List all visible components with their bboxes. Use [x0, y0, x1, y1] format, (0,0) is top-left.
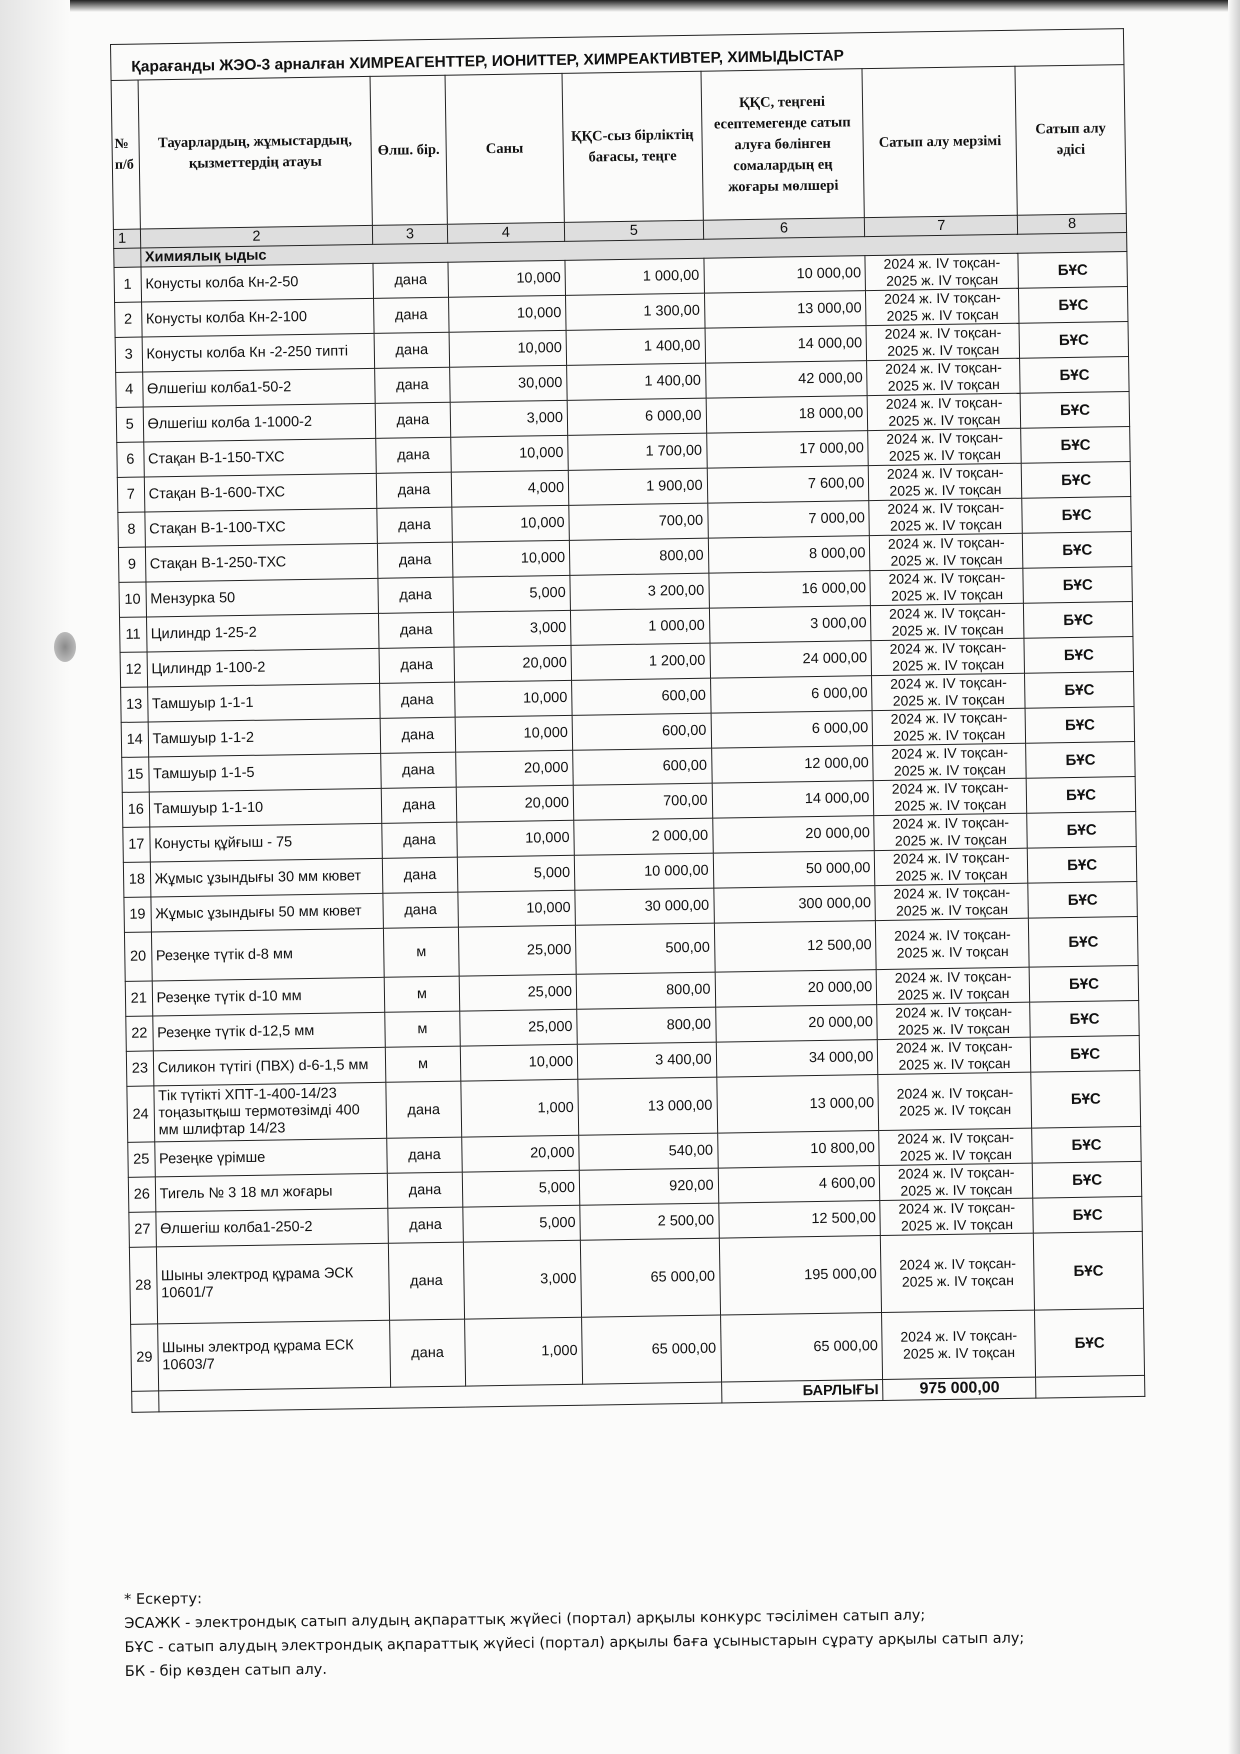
header-total: ҚҚС, теңгені есептемегенде сатып алуға бөлінген сомалардың ең жоғары мөлшері: [701, 69, 865, 221]
item-name: Резеңке түтік d-12,5 мм: [152, 1012, 385, 1051]
item-price: 600,00: [573, 748, 712, 785]
item-period: 2024 ж. IV тоқсан- 2025 ж. IV тоқсан: [877, 967, 1030, 1004]
item-unit: м: [386, 1046, 461, 1082]
item-qty: 1,000: [464, 1317, 583, 1386]
item-price: 65 000,00: [580, 1238, 720, 1317]
item-total: 7 600,00: [707, 466, 869, 504]
item-period: 2024 ж. IV тоқсан- 2025 ж. IV тоқсан: [872, 708, 1025, 745]
item-unit: дана: [378, 542, 453, 578]
item-method: БҰС: [1028, 881, 1137, 918]
item-method: БҰС: [1023, 567, 1132, 604]
column-number: 6: [703, 218, 865, 240]
item-price: 1 000,00: [565, 258, 704, 295]
item-unit: дана: [390, 1319, 465, 1387]
item-name: Жұмыс ұзындығы 30 мм кювет: [150, 858, 383, 897]
notes-heading: * Ескерту:: [124, 1591, 203, 1608]
item-qty: 4,000: [451, 470, 569, 507]
item-method: БҰС: [1033, 1161, 1142, 1198]
item-qty: 25,000: [459, 1009, 577, 1046]
item-unit: дана: [374, 332, 449, 368]
item-total: 7 000,00: [707, 501, 869, 539]
item-qty: 5,000: [457, 855, 575, 892]
item-name: Конусты колба Кн-2-100: [141, 298, 374, 337]
row-number: 3: [115, 337, 142, 372]
item-qty: 5,000: [462, 1205, 580, 1242]
item-period: 2024 ж. IV тоқсан- 2025 ж. IV тоқсан: [866, 323, 1019, 360]
column-number: 8: [1018, 214, 1127, 235]
item-total: 4 600,00: [718, 1166, 880, 1204]
item-price: 3 400,00: [577, 1042, 716, 1079]
item-name: Тамшуыр 1-1-1: [147, 683, 380, 722]
item-name: Өлшегіш колба 1-1000-2: [143, 403, 376, 442]
item-qty: 20,000: [454, 645, 572, 682]
item-unit: м: [385, 976, 460, 1012]
item-method: БҰС: [1027, 811, 1136, 848]
item-qty: 3,000: [453, 610, 571, 647]
item-total: 12 000,00: [711, 746, 873, 784]
item-unit: дана: [374, 297, 449, 333]
item-price: 540,00: [579, 1133, 718, 1170]
scan-left-edge: [0, 0, 70, 1754]
item-unit: дана: [379, 647, 454, 683]
punch-hole: [54, 632, 76, 662]
item-qty: 30,000: [449, 365, 567, 402]
item-period: 2024 ж. IV тоқсан- 2025 ж. IV тоқсан: [875, 883, 1028, 920]
item-method: БҰС: [1020, 392, 1129, 429]
item-period: 2024 ж. IV тоқсан- 2025 ж. IV тоқсан: [868, 428, 1021, 465]
item-qty: 20,000: [461, 1135, 579, 1172]
item-method: БҰС: [1031, 1070, 1141, 1128]
note-line: ЭСАЖК - электрондық сатып алудың ақпараттық жүйесі (портал) арқылы конкурс тәсілімен сатып алу;: [124, 1607, 926, 1632]
row-number: 22: [126, 1016, 153, 1051]
item-unit: дана: [380, 717, 455, 753]
item-total: 34 000,00: [716, 1040, 878, 1078]
item-price: 920,00: [579, 1168, 718, 1205]
item-method: БҰС: [1025, 706, 1134, 743]
item-unit: дана: [379, 612, 454, 648]
row-number: 5: [116, 407, 143, 442]
item-qty: 20,000: [456, 785, 574, 822]
row-number: 13: [121, 687, 148, 722]
item-unit: дана: [377, 472, 452, 508]
item-total: 13 000,00: [716, 1075, 879, 1134]
item-period: 2024 ж. IV тоқсан- 2025 ж. IV тоқсан: [870, 533, 1023, 570]
item-method: БҰС: [1021, 427, 1130, 464]
item-unit: дана: [387, 1137, 462, 1173]
item-total: 14 000,00: [712, 781, 874, 819]
item-total: 14 000,00: [705, 326, 867, 364]
column-number: 7: [865, 215, 1018, 236]
item-price: 700,00: [573, 783, 712, 820]
item-total: 24 000,00: [710, 641, 872, 679]
item-qty: 10,000: [450, 435, 568, 472]
item-qty: 1,000: [460, 1079, 578, 1137]
item-unit: дана: [388, 1207, 463, 1243]
item-unit: дана: [386, 1081, 461, 1138]
item-name: Шыны электрод құрама ЭСК 10601/7: [156, 1243, 390, 1324]
item-name: Тамшуыр 1-1-5: [148, 753, 381, 792]
item-price: 10 000,00: [574, 853, 713, 890]
item-total: 300 000,00: [713, 886, 875, 924]
header-qty: Саны: [445, 73, 565, 224]
item-total: 17 000,00: [706, 431, 868, 469]
item-unit: дана: [389, 1242, 464, 1320]
item-method: БҰС: [1019, 287, 1128, 324]
item-method: БҰС: [1018, 252, 1127, 289]
table-header-row: [111, 65, 1126, 230]
item-qty: 10,000: [448, 260, 566, 297]
item-qty: 10,000: [457, 890, 575, 927]
item-unit: дана: [373, 262, 448, 298]
item-qty: 25,000: [459, 974, 577, 1011]
item-unit: дана: [383, 857, 458, 893]
item-period: 2024 ж. IV тоқсан- 2025 ж. IV тоқсан: [880, 1198, 1033, 1235]
item-total: 10 000,00: [704, 256, 866, 294]
item-qty: 10,000: [455, 715, 573, 752]
row-number: 29: [131, 1324, 159, 1391]
row-number: 25: [128, 1142, 155, 1177]
item-price: 800,00: [576, 972, 715, 1009]
item-price: 2 500,00: [580, 1203, 719, 1240]
item-name: Конусты құйғыш - 75: [149, 823, 382, 862]
item-total: 6 000,00: [711, 711, 873, 749]
item-total: 18 000,00: [706, 396, 868, 434]
item-period: 2024 ж. IV тоқсан- 2025 ж. IV тоқсан: [872, 673, 1025, 710]
item-period: 2024 ж. IV тоқсан- 2025 ж. IV тоқсан: [881, 1233, 1035, 1312]
item-method: БҰС: [1019, 322, 1128, 359]
item-name: Стақан В-1-100-ТХС: [144, 508, 377, 547]
item-period: 2024 ж. IV тоқсан- 2025 ж. IV тоқсан: [869, 498, 1022, 535]
item-qty: 10,000: [452, 540, 570, 577]
item-total: 13 000,00: [704, 291, 866, 329]
row-number: 9: [118, 547, 145, 582]
row-number: 18: [123, 862, 150, 897]
item-price: 3 200,00: [570, 573, 709, 610]
item-name: Стақан В-1-250-ТХС: [145, 543, 378, 582]
item-qty: 10,000: [451, 505, 569, 542]
item-price: 500,00: [575, 923, 714, 974]
item-unit: дана: [382, 787, 457, 823]
item-period: 2024 ж. IV тоқсан- 2025 ж. IV тоқсан: [877, 1002, 1030, 1039]
item-price: 13 000,00: [578, 1077, 717, 1135]
item-method: БҰС: [1024, 637, 1133, 674]
item-method: БҰС: [1033, 1196, 1142, 1233]
header-num: № п/б: [111, 80, 140, 229]
item-total: 10 800,00: [717, 1131, 879, 1169]
item-period: 2024 ж. IV тоқсан- 2025 ж. IV тоқсан: [871, 603, 1024, 640]
item-period: 2024 ж. IV тоқсан- 2025 ж. IV тоқсан: [878, 1072, 1032, 1130]
row-number: 21: [125, 981, 152, 1016]
item-total: 16 000,00: [708, 571, 870, 609]
item-name: Тамшуыр 1-1-2: [148, 718, 381, 757]
item-qty: 10,000: [448, 295, 566, 332]
item-qty: 10,000: [449, 330, 567, 367]
item-name: Мензурка 50: [146, 578, 379, 617]
row-number: 12: [120, 652, 147, 687]
item-price: 1 400,00: [566, 328, 705, 365]
item-price: 30 000,00: [575, 888, 714, 925]
row-number: 15: [122, 757, 149, 792]
item-method: БҰС: [1028, 846, 1137, 883]
item-qty: 5,000: [462, 1170, 580, 1207]
item-name: Стақан В-1-150-ТХС: [143, 438, 376, 477]
item-total: 20 000,00: [712, 816, 874, 854]
item-period: 2024 ж. IV тоқсан- 2025 ж. IV тоқсан: [878, 1037, 1031, 1074]
item-price: 2 000,00: [574, 818, 713, 855]
item-method: БҰС: [1024, 602, 1133, 639]
item-price: 800,00: [577, 1007, 716, 1044]
item-name: Өлшегіш колба1-50-2: [142, 368, 375, 407]
item-total: 65 000,00: [720, 1313, 883, 1383]
item-method: БҰС: [1023, 532, 1132, 569]
row-number: 14: [121, 722, 148, 757]
item-name: Цилиндр 1-100-2: [147, 648, 380, 687]
row-number: 16: [122, 792, 149, 827]
item-unit: дана: [376, 402, 451, 438]
item-period: 2024 ж. IV тоқсан- 2025 ж. IV тоқсан: [871, 638, 1024, 675]
item-name: Конусты колба Кн-2-50: [141, 263, 374, 302]
item-price: 1 700,00: [568, 433, 707, 470]
item-name: Стақан В-1-600-ТХС: [144, 473, 377, 512]
item-price: 600,00: [572, 713, 711, 750]
total-value: 975 000,00: [883, 1377, 1036, 1400]
item-total: 3 000,00: [709, 606, 871, 644]
item-qty: 25,000: [458, 925, 576, 976]
item-qty: 10,000: [456, 820, 574, 857]
item-price: 1 300,00: [566, 293, 705, 330]
item-price: 65 000,00: [582, 1315, 722, 1384]
item-unit: дана: [380, 682, 455, 718]
row-number: 27: [129, 1212, 156, 1247]
footnotes: [124, 1578, 1125, 1684]
note-line: БК - бір көзден сатып алу.: [124, 1661, 327, 1680]
item-total: 50 000,00: [713, 851, 875, 889]
column-number: 2: [140, 225, 373, 248]
total-label: БАРЛЫҒЫ: [721, 1380, 883, 1404]
row-number: 17: [123, 827, 150, 862]
row-number: 26: [128, 1177, 155, 1212]
item-method: БҰС: [1029, 916, 1138, 967]
item-period: 2024 ж. IV тоқсан- 2025 ж. IV тоқсан: [875, 848, 1028, 885]
item-price: 700,00: [569, 503, 708, 540]
row-number: 24: [127, 1086, 154, 1142]
row-number: 28: [129, 1247, 157, 1324]
item-total: 20 000,00: [715, 1005, 877, 1043]
item-price: 6 000,00: [567, 398, 706, 435]
column-number: 1: [113, 229, 140, 248]
item-method: БҰС: [1035, 1308, 1145, 1377]
header-period: Сатып алу мерзімі: [862, 66, 1017, 217]
item-method: БҰС: [1032, 1126, 1141, 1163]
item-period: 2024 ж. IV тоқсан- 2025 ж. IV тоқсан: [866, 288, 1019, 325]
item-qty: 3,000: [463, 1240, 582, 1319]
row-number: 6: [117, 442, 144, 477]
item-name: Өлшегіш колба1-250-2: [155, 1208, 388, 1247]
item-unit: м: [384, 927, 459, 977]
header-method: Сатып алу әдісі: [1015, 65, 1126, 216]
row-number: 19: [124, 897, 151, 932]
item-qty: 20,000: [455, 750, 573, 787]
item-period: 2024 ж. IV тоқсан- 2025 ж. IV тоқсан: [870, 568, 1023, 605]
item-price: 600,00: [572, 678, 711, 715]
item-name: Резеңке түтік d-8 мм: [151, 928, 384, 981]
item-qty: 10,000: [460, 1044, 578, 1081]
item-period: 2024 ж. IV тоқсан- 2025 ж. IV тоқсан: [873, 743, 1026, 780]
item-name: Шыны электрод құрама ЕСК 10603/7: [157, 1320, 391, 1391]
item-method: БҰС: [1029, 965, 1138, 1002]
item-unit: дана: [381, 752, 456, 788]
item-name: Силикон түтігі (ПВХ) d-6-1,5 мм: [153, 1047, 386, 1086]
row-number: 2: [115, 302, 142, 337]
item-qty: 5,000: [452, 575, 570, 612]
item-method: БҰС: [1026, 776, 1135, 813]
item-period: 2024 ж. IV тоқсан- 2025 ж. IV тоқсан: [868, 393, 1021, 430]
item-price: 1 200,00: [571, 643, 710, 680]
section-title: Химиялық ыдыс: [140, 233, 1127, 267]
item-price: 1 000,00: [570, 608, 709, 645]
item-unit: дана: [378, 577, 453, 613]
row-number: 8: [118, 512, 145, 547]
item-unit: дана: [376, 437, 451, 473]
item-total: 6 000,00: [710, 676, 872, 714]
item-qty: 3,000: [450, 400, 568, 437]
item-name: Жұмыс ұзындығы 50 мм кювет: [150, 893, 383, 932]
note-line: БҰС - сатып алудың электрондық ақпараттық жүйесі (портал) арқылы баға ұсыныстарын сұрату арқылы сатып алу;: [124, 1630, 1025, 1656]
item-period: 2024 ж. IV тоқсан- 2025 ж. IV тоқсан: [874, 813, 1027, 850]
item-total: 195 000,00: [719, 1236, 882, 1316]
item-unit: дана: [377, 507, 452, 543]
item-price: 1 900,00: [568, 468, 707, 505]
item-price: 1 400,00: [567, 363, 706, 400]
item-method: БҰС: [1022, 462, 1131, 499]
item-method: БҰС: [1025, 672, 1134, 709]
item-period: 2024 ж. IV тоқсан- 2025 ж. IV тоқсан: [882, 1310, 1036, 1379]
header-price: ҚҚС-сыз бірліктің бағасы, теңге: [562, 71, 703, 222]
item-period: 2024 ж. IV тоқсан- 2025 ж. IV тоқсан: [879, 1128, 1032, 1165]
item-name: Цилиндр 1-25-2: [146, 613, 379, 652]
item-total: 42 000,00: [705, 361, 867, 399]
procurement-document: [110, 28, 1145, 1413]
item-unit: дана: [375, 367, 450, 403]
row-number: 11: [120, 617, 147, 652]
item-unit: м: [385, 1011, 460, 1047]
item-method: БҰС: [1031, 1035, 1140, 1072]
item-name: Резеңке үрімше: [154, 1138, 387, 1177]
scan-right-edge: [1228, 0, 1240, 1754]
item-total: 12 500,00: [714, 921, 877, 973]
item-total: 8 000,00: [708, 536, 870, 574]
row-number: 20: [124, 932, 151, 981]
column-number: 3: [373, 224, 448, 244]
row-number: 23: [126, 1051, 153, 1086]
item-name: Тамшуыр 1-1-10: [149, 788, 382, 827]
item-unit: дана: [382, 822, 457, 858]
item-name: Тік түтікті ХПТ-1-400-14/23 тоңазытқыш термотөзімді 400 мм шлифтар 14/23: [153, 1082, 387, 1142]
item-period: 2024 ж. IV тоқсан- 2025 ж. IV тоқсан: [880, 1163, 1033, 1200]
item-name: Резеңке түтік d-10 мм: [152, 977, 385, 1016]
item-period: 2024 ж. IV тоқсан- 2025 ж. IV тоқсан: [869, 463, 1022, 500]
row-number: 4: [116, 372, 143, 407]
document-title: Қарағанды ЖЭО-3 арналған ХИМРЕАГЕНТТЕР, ИОНИТТЕР, ХИМРЕАКТИВТЕР, ХИМЫДЫСТАР: [110, 28, 1124, 80]
column-number: 5: [564, 220, 703, 241]
header-unit: Өлш. бір.: [370, 75, 447, 225]
item-period: 2024 ж. IV тоқсан- 2025 ж. IV тоқсан: [867, 358, 1020, 395]
item-method: БҰС: [1022, 497, 1131, 534]
item-name: Тигель № 3 18 мл жоғары: [155, 1173, 388, 1212]
row-number: 1: [114, 267, 141, 302]
item-total: 12 500,00: [718, 1201, 880, 1239]
items-table: [111, 64, 1146, 1413]
item-total: 20 000,00: [715, 970, 877, 1008]
item-qty: 10,000: [454, 680, 572, 717]
header-name: Тауарлардың, жұмыстардың, қызметтердің атауы: [138, 76, 373, 229]
item-method: БҰС: [1034, 1231, 1144, 1310]
item-method: БҰС: [1026, 741, 1135, 778]
row-number: 7: [117, 477, 144, 512]
item-price: 800,00: [569, 538, 708, 575]
item-period: 2024 ж. IV тоқсан- 2025 ж. IV тоқсан: [876, 918, 1030, 969]
column-number: 4: [447, 222, 565, 243]
item-period: 2024 ж. IV тоқсан- 2025 ж. IV тоқсан: [865, 253, 1018, 290]
row-number: 10: [119, 582, 146, 617]
item-name: Конусты колба Кн -2-250 типті: [142, 333, 375, 372]
item-method: БҰС: [1020, 357, 1129, 394]
item-method: БҰС: [1030, 1000, 1139, 1037]
item-unit: дана: [383, 892, 458, 928]
scan-top-shadow: [0, 0, 1240, 12]
item-period: 2024 ж. IV тоқсан- 2025 ж. IV тоқсан: [874, 778, 1027, 815]
item-unit: дана: [388, 1172, 463, 1208]
